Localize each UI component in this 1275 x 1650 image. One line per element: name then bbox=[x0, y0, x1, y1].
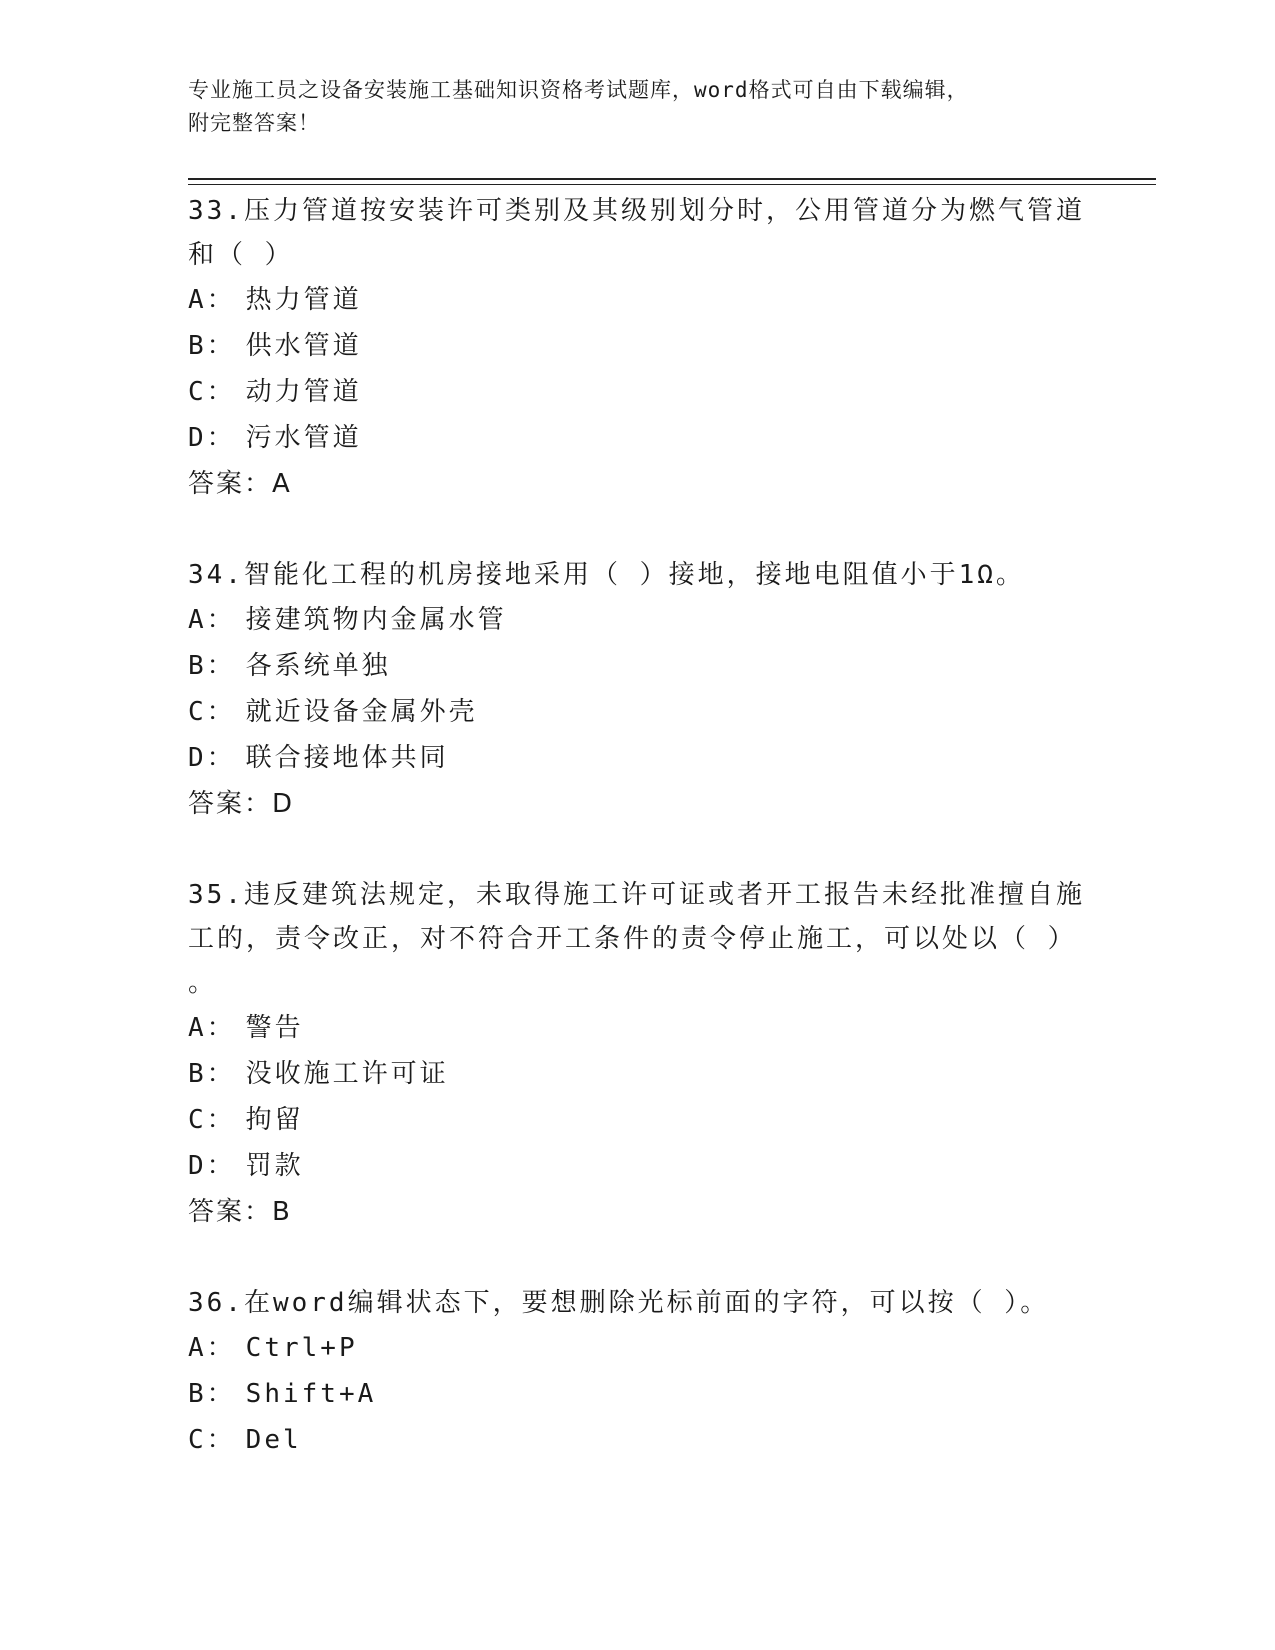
option-key: D bbox=[188, 1151, 207, 1181]
option-d bbox=[188, 735, 1088, 781]
option-key: B bbox=[188, 1059, 207, 1089]
option-c bbox=[188, 689, 1088, 735]
option-text: Del bbox=[245, 1425, 302, 1455]
option-b bbox=[188, 643, 1088, 689]
answer-value: A bbox=[272, 469, 292, 499]
option-text: 联合接地体共同 bbox=[245, 743, 449, 773]
question-text-line bbox=[188, 1281, 1088, 1325]
answer-line bbox=[188, 461, 1088, 507]
question-stem: 。 bbox=[188, 968, 218, 998]
question-stem: 压力管道按安装许可类别及其级别划分时，公用管道分为燃气管道 bbox=[243, 196, 1085, 226]
option-key: A bbox=[188, 1013, 207, 1043]
option-separator: ： bbox=[206, 651, 236, 681]
answer-value: D bbox=[272, 789, 295, 819]
option-text: 罚款 bbox=[245, 1151, 304, 1181]
option-separator: ： bbox=[206, 1059, 236, 1089]
option-separator: ： bbox=[206, 377, 236, 407]
option-key: D bbox=[188, 423, 207, 453]
question-number: 34. bbox=[188, 560, 244, 590]
option-key: B bbox=[188, 1379, 207, 1409]
option-text: 没收施工许可证 bbox=[245, 1059, 449, 1089]
option-key: C bbox=[188, 377, 207, 407]
option-b bbox=[188, 1051, 1088, 1097]
option-key: A bbox=[188, 285, 207, 315]
option-key: B bbox=[188, 331, 207, 361]
question-33 bbox=[188, 189, 1088, 507]
option-d bbox=[188, 415, 1088, 461]
option-text: 热力管道 bbox=[245, 285, 362, 315]
option-separator: ： bbox=[206, 1013, 236, 1043]
option-text: 各系统单独 bbox=[245, 651, 391, 681]
question-34 bbox=[188, 553, 1088, 827]
question-36 bbox=[188, 1281, 1088, 1463]
question-list bbox=[188, 189, 1088, 1463]
question-text-line bbox=[188, 961, 1088, 1005]
question-stem: 和（ ） bbox=[188, 240, 294, 270]
option-text: 污水管道 bbox=[245, 423, 362, 453]
question-text-line bbox=[188, 873, 1088, 917]
answer-label: 答案： bbox=[188, 469, 273, 499]
option-separator: ： bbox=[206, 605, 236, 635]
answer-line bbox=[188, 781, 1088, 827]
question-stem: 工的，责令改正，对不符合开工条件的责令停止施工，可以处以（ ） bbox=[188, 924, 1077, 954]
option-key: C bbox=[188, 1425, 207, 1455]
option-separator: ： bbox=[206, 331, 236, 361]
option-separator: ： bbox=[206, 285, 236, 315]
option-b bbox=[188, 1371, 1088, 1417]
option-separator: ： bbox=[206, 1425, 236, 1455]
option-separator: ： bbox=[206, 1105, 236, 1135]
option-text: 就近设备金属外壳 bbox=[245, 697, 478, 727]
question-text-line bbox=[188, 189, 1088, 233]
header-title-line1: 专业施工员之设备安装施工基础知识资格考试题库，word格式可自由下载编辑， bbox=[188, 78, 969, 102]
option-b bbox=[188, 323, 1088, 369]
question-number: 33. bbox=[188, 196, 244, 226]
option-separator: ： bbox=[206, 1379, 236, 1409]
option-text: 拘留 bbox=[245, 1105, 304, 1135]
question-stem: 违反建筑法规定，未取得施工许可证或者开工报告未经批准擅自施 bbox=[243, 880, 1085, 910]
answer-label: 答案： bbox=[188, 789, 273, 819]
option-separator: ： bbox=[206, 423, 236, 453]
option-a bbox=[188, 1325, 1088, 1371]
option-d bbox=[188, 1143, 1088, 1189]
option-a bbox=[188, 1005, 1088, 1051]
header-title-line2: 附完整答案！ bbox=[188, 111, 320, 135]
option-text: 动力管道 bbox=[245, 377, 362, 407]
option-separator: ： bbox=[206, 743, 236, 773]
option-c bbox=[188, 1417, 1088, 1463]
document-header bbox=[188, 74, 1088, 140]
question-text-line bbox=[188, 233, 1088, 277]
question-number: 36. bbox=[188, 1288, 244, 1318]
question-number: 35. bbox=[188, 880, 244, 910]
option-key: C bbox=[188, 697, 207, 727]
option-key: D bbox=[188, 743, 207, 773]
question-35 bbox=[188, 873, 1088, 1235]
option-separator: ： bbox=[206, 1151, 236, 1181]
option-key: C bbox=[188, 1105, 207, 1135]
option-text: 接建筑物内金属水管 bbox=[245, 605, 507, 635]
option-a bbox=[188, 277, 1088, 323]
option-c bbox=[188, 369, 1088, 415]
answer-label: 答案： bbox=[188, 1197, 273, 1227]
option-key: B bbox=[188, 651, 207, 681]
option-c bbox=[188, 1097, 1088, 1143]
option-separator: ： bbox=[206, 697, 236, 727]
option-a bbox=[188, 597, 1088, 643]
option-text: 供水管道 bbox=[245, 331, 362, 361]
option-text: Shift+A bbox=[245, 1379, 377, 1409]
option-separator: ： bbox=[206, 1333, 236, 1363]
question-text-line bbox=[188, 553, 1088, 597]
question-text-line bbox=[188, 917, 1088, 961]
answer-line bbox=[188, 1189, 1088, 1235]
header-divider-thin bbox=[188, 184, 1156, 185]
option-key: A bbox=[188, 1333, 207, 1363]
option-key: A bbox=[188, 605, 207, 635]
option-text: 警告 bbox=[245, 1013, 304, 1043]
header-divider-thick bbox=[188, 178, 1156, 180]
question-stem: 在word编辑状态下，要想删除光标前面的字符，可以按（ ）。 bbox=[243, 1288, 1050, 1318]
question-stem: 智能化工程的机房接地采用（ ）接地，接地电阻值小于1Ω。 bbox=[243, 560, 1025, 590]
option-text: Ctrl+P bbox=[245, 1333, 358, 1363]
answer-value: B bbox=[272, 1197, 292, 1227]
